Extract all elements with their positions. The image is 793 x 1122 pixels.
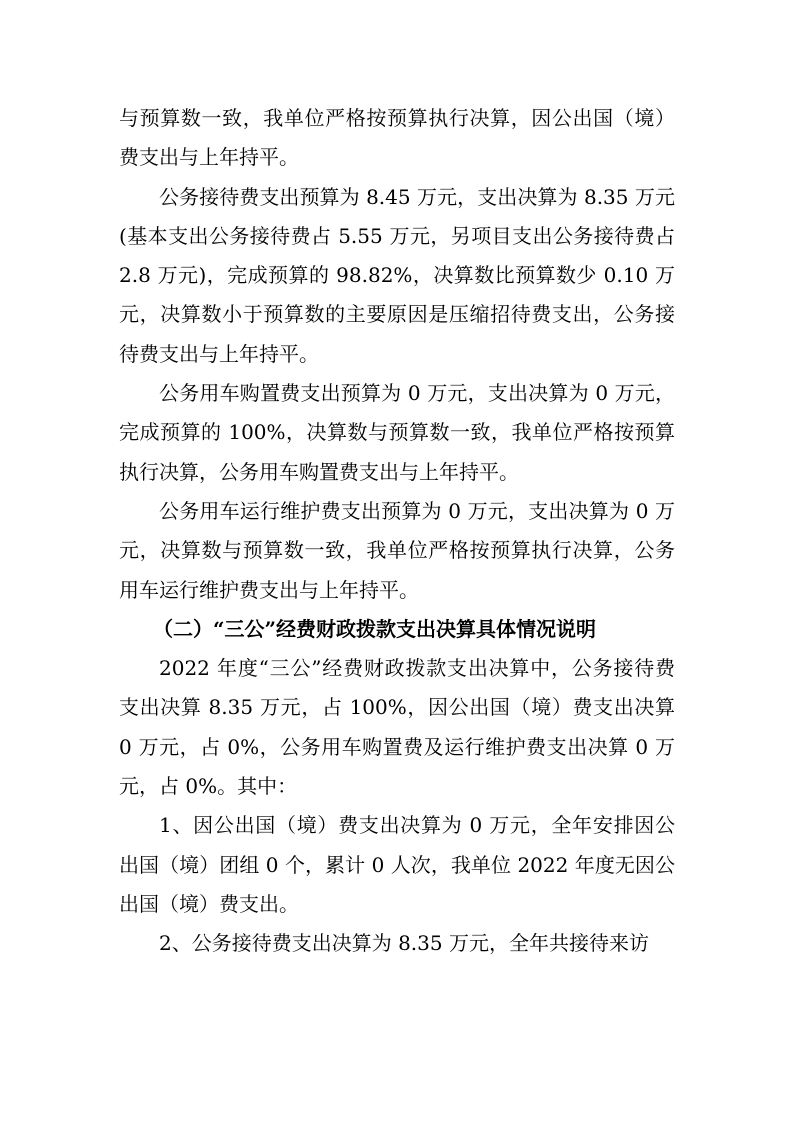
paragraph-vehicle-maintenance: 公务用车运行维护费支出预算为 0 万元，支出决算为 0 万元，决算数与预算数一致，我单位严格按预算执行决算，公务用车运行维护费支出与上年持平。 bbox=[119, 498, 675, 602]
list-item-reception: 2、公务接待费支出决算为 8.35 万元，全年共接待来访 bbox=[159, 931, 649, 956]
list-item-overseas: 1、因公出国（境）费支出决算为 0 万元，全年安排因公出国（境）团组 0 个，累计 0 人次，我单位 2022 年度无因公出国（境）费支出。 bbox=[119, 813, 675, 916]
paragraph-reception-expense: 公务接待费支出预算为 8.45 万元，支出决算为 8.35 万元(基本支出公务接待费占 5.55 万元，另项目支出公务接待费占 2.8 万元)，完成预算的 98.82%，决算数比预算数少 0.10 万元，决算数小于预算数的主要原因是压缩招待费支出，公务接待费支出与上年持平。 bbox=[119, 184, 675, 366]
section-heading: （二）“三公”经费财政拨款支出决算具体情况说明 bbox=[153, 616, 597, 641]
paragraph-summary: 2022 年度“三公”经费财政拨款支出决算中，公务接待费支出决算 8.35 万元，占 100%，因公出国（境）费支出决算 0 万元，占 0%，公务用车购置费及运行维护费支出决算 0 万元，占 0%。其中： bbox=[119, 656, 675, 799]
paragraph-continued: 与预算数一致，我单位严格按预算执行决算，因公出国（境）费支出与上年持平。 bbox=[119, 106, 675, 170]
paragraph-vehicle-purchase: 公务用车购置费支出预算为 0 万元，支出决算为 0 万元，完成预算的 100%，决算数与预算数一致，我单位严格按预算执行决算，公务用车购置费支出与上年持平。 bbox=[119, 381, 675, 484]
